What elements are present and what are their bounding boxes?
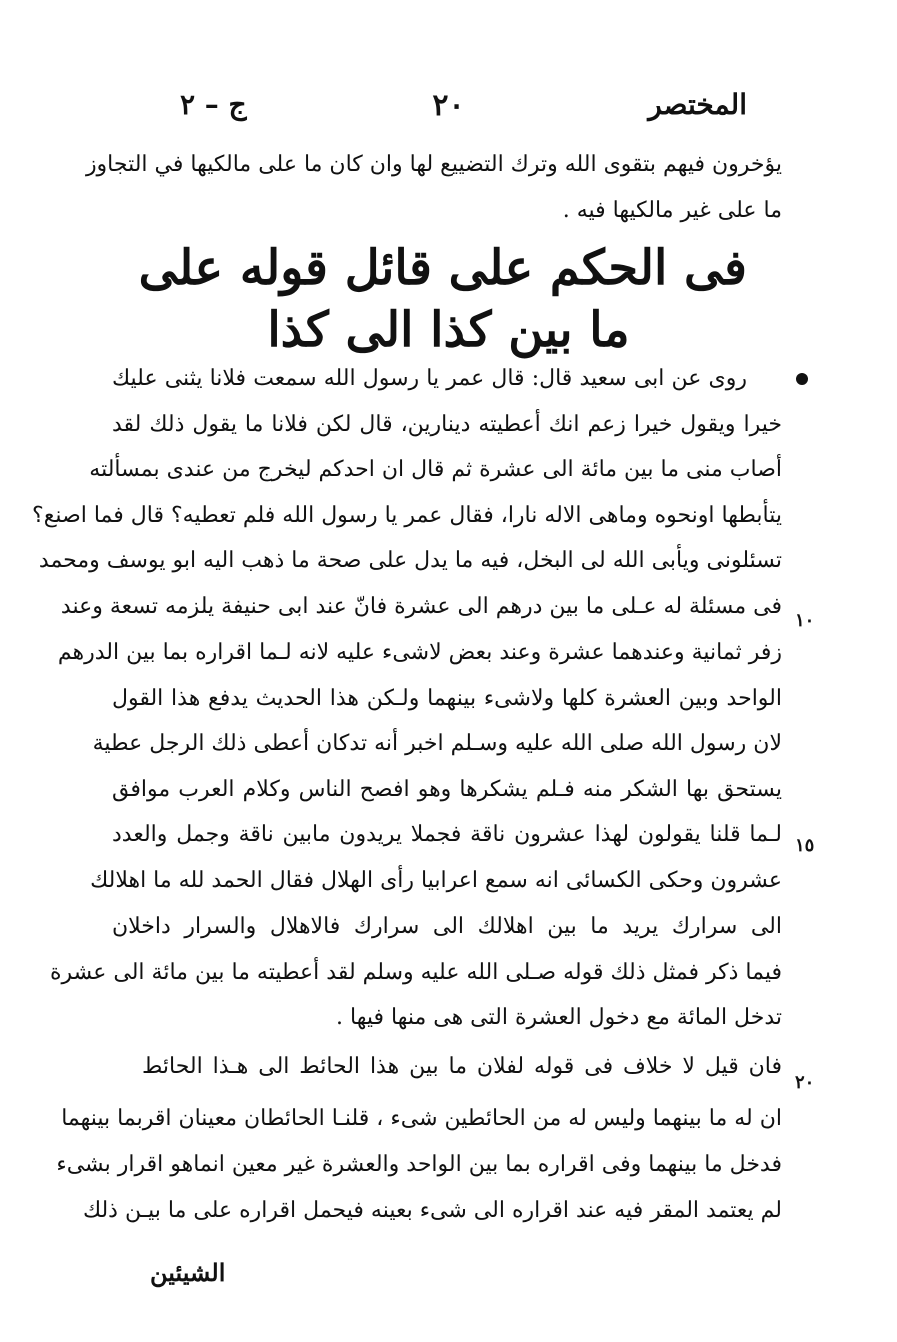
- intro-line: يؤخرون فيهم بتقوى الله وترك التضييع لها وان كان ما على مالكيها في التجاوز: [85, 152, 782, 177]
- body-line: فيما ذكر فمثل ذلك قوله صـلى الله عليه وسلم لقد أعطيته ما بين مائة الى عشرة: [49, 960, 782, 985]
- body-line: فدخل ما بينهما وفى اقراره بما بين الواحد والعشرة غير معين انماهو اقرار بشىء: [56, 1152, 782, 1177]
- line-number-15: ١٥: [795, 835, 815, 856]
- body-line: عشرون وحكى الكسائى انه سمع اعرابيا رأى الهلال فقال الحمد لله ما اهلالك: [90, 868, 782, 893]
- body-line: تدخل المائة مع دخول العشرة التى هى منها فيها .: [336, 1005, 782, 1030]
- page-header: [150, 88, 747, 128]
- body-line: يتأبطها اونحوه وماهى الاله نارا، فقال عمر يا رسول الله فلم تعطيه؟ قال فما اصنع؟: [32, 503, 782, 528]
- body-line: لان رسول الله صلى الله عليه وسـلم اخبر أنه تدكان أعطى ذلك الرجل عطية: [92, 731, 782, 756]
- volume-label: ج – ٢: [180, 88, 247, 121]
- body-line: لم يعتمد المقر فيه عند اقراره الى شىء بعينه فيحمل اقراره على ما بيـن ذلك: [82, 1198, 782, 1223]
- section-title-line-1: فى الحكم على قائل قوله على: [138, 240, 747, 296]
- body-line: فى مسئلة له عـلى ما بين درهم الى عشرة فانّ عند ابى حنيفة يلزمه تسعة وعند: [60, 594, 782, 619]
- line-number-20: ٢٠: [795, 1072, 815, 1093]
- body-line: لـما قلنا يقولون لهذا عشرون ناقة فجملا يريدون مابين ناقة وجمل والعدد: [112, 822, 782, 847]
- body-line: الواحد وبين العشرة كلها ولاشىء بينهما ولـكن هذا الحديث يدفع هذا القول: [112, 686, 782, 711]
- page-number: ٢٠: [432, 88, 465, 123]
- body-line: أصاب منى ما بين مائة الى عشرة ثم قال ان احدكم ليخرج من عندى بمسألته: [89, 457, 782, 482]
- catchword: الشيئين: [150, 1258, 226, 1287]
- body-line: زفر ثمانية وعندهما عشرة وعند بعض لاشىء عليه لانه لـما اقراره بما بين الدرهم: [57, 640, 782, 665]
- body-line: الى سرارك يريد ما بين اهلالك الى سرارك فالاهلال والسرار داخلان: [112, 914, 782, 939]
- body-line: فان قيل لا خلاف فى قوله لفلان ما بين هذا الحائط الى هـذا الحائط: [142, 1054, 782, 1079]
- body-line: ان له ما بينهما وليس له من الحائطين شىء ، قلنـا الحائطان معينان اقربما بينهما: [61, 1106, 782, 1131]
- line-number-10: ١٠: [795, 610, 815, 631]
- body-line: روى عن ابى سعيد قال: قال عمر يا رسول الله سمعت فلانا يثنى عليك: [112, 366, 747, 391]
- body-line: خيرا ويقول خيرا زعم انك أعطيته دينارين، قال لكن فلانا ما يقول ذلك لقد: [112, 412, 782, 437]
- book-title: المختصر: [648, 88, 747, 121]
- body-line: يستحق بها الشكر منه فـلم يشكرها وهو افصح الناس وكلام العرب موافق: [112, 777, 782, 802]
- body-line: تسئلونى ويأبى الله لى البخل، فيه ما يدل على صحة ما ذهب اليه ابو يوسف ومحمد: [38, 548, 782, 573]
- paragraph-bullet: [796, 373, 808, 385]
- intro-line: ما على غير مالكيها فيه .: [562, 198, 782, 223]
- section-title-line-2: ما بين كذا الى كذا: [267, 302, 630, 358]
